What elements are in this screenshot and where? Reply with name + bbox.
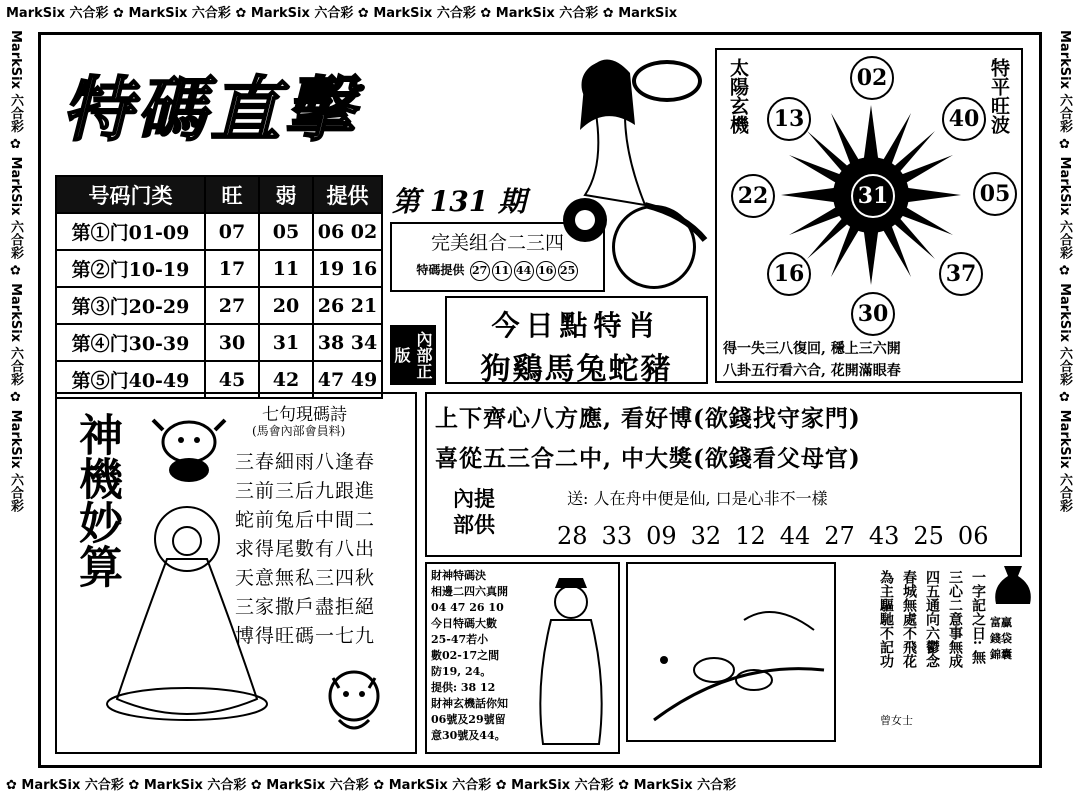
row-wang: 27 [205,287,259,324]
door-table-panel [55,175,383,392]
riddle-col: 三心二意事無成 [947,570,963,668]
sun-number: 22 [731,174,775,218]
caishen-line: 06號及29號留 [431,713,506,726]
table-row [56,287,382,324]
caishen-line: 數02-17之間 [431,649,500,662]
row-wang: 30 [205,324,259,361]
sun-left-title: 太陽玄機 [727,58,749,134]
sun-right-title: 特平旺波 [988,58,1010,134]
table-row [56,250,382,287]
verse-number: 44 [779,522,811,550]
row-label: 第①门01-09 [56,213,205,250]
sun-caption-1: 得一失三八復回, 穩上三六開 [723,341,901,357]
verse-number: 27 [824,522,855,550]
row-wang: 17 [205,250,259,287]
sun-panel [715,48,1023,383]
verse-line-1: 上下齊心八方應, 看好博(欲錢找守家門) [435,405,861,432]
issue-number: 第 131 期 [392,185,526,218]
verse-side-label: 內提部供 [453,486,495,537]
tema-label: 特碼提供 [416,263,465,277]
right-border-strip: MarkSix 六合彩 ✿ MarkSix 六合彩 ✿ MarkSix 六合彩 ✿ MarkSix 六合彩 [1057,30,1072,513]
bag-label-1: 富贏 [990,616,1012,629]
poem-line: 三家撒戶盡拒絕 [235,596,376,618]
table-header-row [56,176,382,213]
tiger-cartoon-icon [319,666,389,736]
row-label: 第④门30-39 [56,324,205,361]
riddle-columns [840,570,988,668]
caishen-line: 防19, 24。 [431,665,492,678]
verse-send: 送: 人在舟中便是仙, 口是心非不一樣 [567,489,828,508]
caishen-panel [425,562,620,754]
caishen-line: 意30號及44。 [431,729,506,742]
riddle-panel [840,570,988,750]
money-bag [990,560,1040,690]
poem-subtitle: (馬會內部會員料) [252,424,346,438]
poem-line: 天意無私三四秋 [235,567,376,589]
row-label: 第⑤门40-49 [56,361,205,398]
poem-line: 求得尾數有八出 [235,538,376,560]
caishen-lines [431,568,508,744]
poem-title: 七句現碼詩 [262,405,347,425]
neibu-stamp: 內部正版 [390,325,436,385]
table-row [56,324,382,361]
bag-label-3: 錦囊 [990,648,1012,661]
tema-row [392,261,603,281]
sun-number: 16 [767,252,811,296]
sun-number: 37 [939,252,983,296]
verses-panel [425,392,1022,557]
caishen-line: 財神玄機話你知 [431,697,508,710]
row-ruo: 42 [259,361,313,398]
tema-num: 27 [470,261,490,281]
riddle-col: 一字記之日: 無 [970,570,986,665]
verse-number: 25 [913,522,944,550]
left-border-strip: MarkSix 六合彩 ✿ MarkSix 六合彩 ✿ MarkSix 六合彩 ✿ MarkSix 六合彩 [8,30,23,513]
poem-panel [55,392,417,754]
row-tigong: 38 34 [313,324,382,361]
guanyin-illustration [97,499,277,729]
caishen-line: 今日特碼大數 [431,617,497,630]
row-label: 第③门20-29 [56,287,205,324]
row-tigong: 06 02 [313,213,382,250]
table-row [56,213,382,250]
caishen-line: 財神特碼決 [431,569,486,582]
money-bag-icon [990,560,1036,610]
riddle-col: 四五通向六鬱念 [924,570,940,668]
row-ruo: 11 [259,250,313,287]
page-title: 特碼直擊 [62,68,358,151]
sun-number: 13 [767,97,811,141]
sun-caption-2: 八卦五行看六合, 花開滿眼春 [723,363,901,379]
top-border-strip: MarkSix 六合彩 ✿ MarkSix 六合彩 ✿ MarkSix 六合彩 ✿ MarkSix 六合彩 ✿ MarkSix 六合彩 ✿ MarkSix [6,6,678,21]
bottom-border-strip: ✿ MarkSix 六合彩 ✿ MarkSix 六合彩 ✿ MarkSix 六合彩 ✿ MarkSix 六合彩 ✿ MarkSix 六合彩 ✿ MarkSix 六合彩 [6,778,737,793]
verse-number: 06 [957,522,989,550]
row-label: 第②门10-19 [56,250,205,287]
row-wang: 07 [205,213,259,250]
verse-number: 12 [735,522,766,550]
birds-illustration [634,570,830,736]
caishen-illustration [525,574,617,749]
sun-number: 40 [942,97,986,141]
row-tigong: 26 21 [313,287,382,324]
sun-number: 02 [850,56,894,100]
caishen-line: 相邊二四六真開 [431,585,508,598]
row-ruo: 05 [259,213,313,250]
verse-numbers [557,522,1002,550]
riddle-author: 曾女士 [880,714,913,727]
tema-num: 16 [536,261,556,281]
door-table [55,175,383,399]
verse-line-2: 喜從五三合二中, 中大獎(欲錢看父母官) [435,445,861,472]
tema-num: 11 [492,261,512,281]
poem-side-title: 神機妙算 [71,412,122,588]
row-tigong: 19 16 [313,250,382,287]
header-ruo: 弱 [259,176,313,213]
poem-line: 三春細雨八逢春 [235,451,376,473]
cow-cartoon-icon [149,414,229,484]
header-category: 号码门类 [56,176,205,213]
today-label: 今日點特肖 [491,309,662,342]
today-panel [445,296,708,387]
verse-number: 33 [601,522,633,550]
header-wang: 旺 [205,176,259,213]
row-ruo: 31 [259,324,313,361]
hk-emblem [612,205,696,289]
birds-panel [626,562,836,742]
sun-center-number: 31 [851,174,895,218]
emblem-logo [632,60,702,102]
tema-num: 25 [558,261,578,281]
riddle-col: 春城無處不飛花 [901,570,917,668]
caishen-line: 04 47 26 10 [431,601,504,614]
verse-number: 43 [868,522,900,550]
row-ruo: 20 [259,287,313,324]
sun-number: 05 [973,172,1017,216]
tema-num: 44 [514,261,534,281]
caishen-line: 提供: 38 12 [431,681,496,694]
poem-line: 蛇前兔后中間二 [235,509,376,531]
verse-number: 09 [646,522,677,550]
verse-number: 28 [557,522,588,550]
poem-line: 三前三后九跟進 [235,480,376,502]
verse-number: 32 [690,522,722,550]
today-animals: 狗鷄馬兔蛇豬 [480,352,673,387]
riddle-col: 為主驅馳不記功 [878,570,894,668]
row-tigong: 47 49 [313,361,382,398]
combo-text: 完美组合二三四 [430,232,564,254]
caishen-line: 25-47若小 [431,633,489,646]
row-wang: 45 [205,361,259,398]
bag-label-2: 錢袋 [990,632,1012,645]
poem-line: 博得旺碼一七九 [235,625,376,647]
sun-number: 30 [851,292,895,336]
header-tigong: 提供 [313,176,382,213]
